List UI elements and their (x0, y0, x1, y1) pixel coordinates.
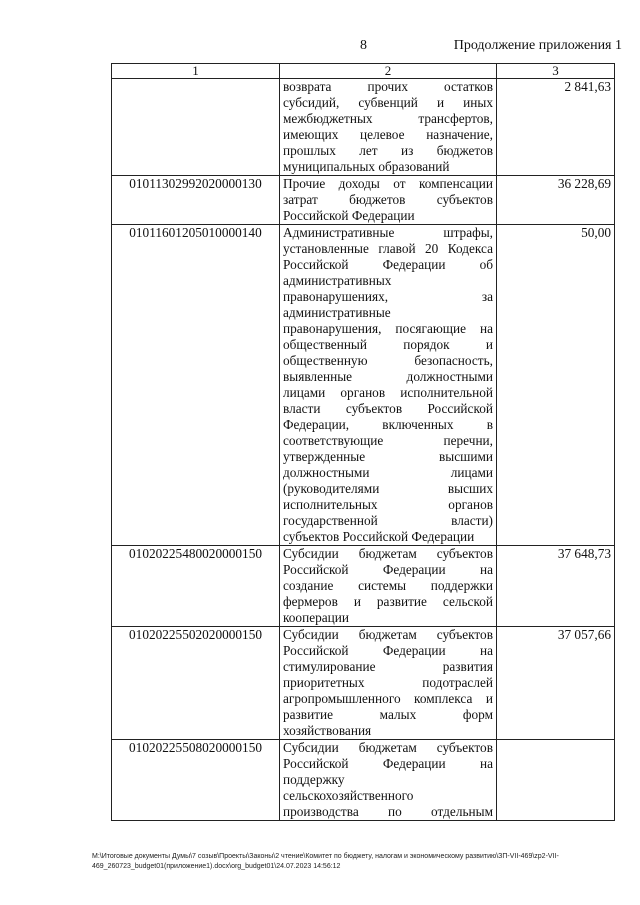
table-row (112, 740, 615, 821)
description-line: государственной власти) (283, 513, 493, 528)
budget-code: 01020225480020000150 (112, 546, 280, 627)
footer-path-line: 469_260723_budget01(приложение1).docx\org_budget01\24.07.2023 14:56:12 (92, 863, 341, 870)
table-row (112, 546, 615, 627)
description-line: административных (283, 273, 392, 288)
amount-value: 50,00 (497, 225, 615, 546)
description-line: власти субъектов Российской (283, 401, 493, 416)
description-line: Российской Федерации (283, 208, 415, 223)
file-path-footer (92, 852, 622, 872)
description-line: создание системы поддержки (283, 578, 493, 593)
column-header: 3 (497, 64, 615, 79)
description-line: лицами органов исполнительной (283, 385, 493, 400)
description-line: (руководителями высших (283, 481, 493, 496)
description-line: муниципальных образований (283, 159, 450, 174)
description-line: развитие малых форм (283, 707, 493, 722)
description-line: прошлых лет из бюджетов (283, 143, 493, 158)
description-line: исполнительных органов (283, 497, 493, 512)
income-description (280, 79, 497, 176)
description-line: Субсидии бюджетам субъектов (283, 740, 493, 755)
income-description (280, 546, 497, 627)
description-line: Административные штрафы, (283, 225, 493, 240)
table-header-row (112, 64, 615, 79)
description-line: кооперации (283, 610, 349, 625)
description-line: Прочие доходы от компенсации (283, 176, 493, 191)
description-line: установленные главой 20 Кодекса (283, 241, 493, 256)
table-row (112, 627, 615, 740)
table-row (112, 225, 615, 546)
budget-code: 01011601205010000140 (112, 225, 280, 546)
description-line: хозяйствования (283, 723, 372, 738)
description-line: субсидий, субвенций и иных (283, 95, 493, 110)
description-line: затрат бюджетов субъектов (283, 192, 493, 207)
budget-table (111, 63, 615, 821)
description-line: поддержку (283, 772, 345, 787)
description-line: административные (283, 305, 391, 320)
description-line: имеющих целевое назначение, (283, 127, 493, 142)
description-line: сельскохозяйственного (283, 788, 414, 803)
description-line: соответствующие перечни, (283, 433, 493, 448)
description-line: общественный порядок и (283, 337, 493, 352)
description-line: должностными лицами (283, 465, 493, 480)
amount-value: 37 057,66 (497, 627, 615, 740)
budget-code: 01020225502020000150 (112, 627, 280, 740)
description-line: выявленные должностными (283, 369, 493, 384)
amount-value: 2 841,63 (497, 79, 615, 176)
income-description (280, 627, 497, 740)
budget-code: 01011302992020000130 (112, 176, 280, 225)
amount-value: 36 228,69 (497, 176, 615, 225)
budget-code: 01020225508020000150 (112, 740, 280, 821)
income-description (280, 740, 497, 821)
amount-value: 37 648,73 (497, 546, 615, 627)
budget-code (112, 79, 280, 176)
description-line: правонарушениях, за (283, 289, 493, 304)
description-line: правонарушения, посягающие на (283, 321, 493, 336)
description-line: межбюджетных трансфертов, (283, 111, 493, 126)
table-row (112, 79, 615, 176)
description-line: приоритетных подотраслей (283, 675, 493, 690)
continuation-label: Продолжение приложения 1 (453, 38, 622, 53)
description-line: Российской Федерации на (283, 562, 493, 577)
description-line: производства по отдельным (283, 804, 493, 819)
description-line: субъектов Российской Федерации (283, 529, 475, 544)
description-line: фермеров и развитие сельской (283, 594, 493, 609)
income-description (280, 225, 497, 546)
description-line: агропромышленного комплекса и (283, 691, 493, 706)
description-line: возврата прочих остатков (283, 79, 493, 94)
column-header: 2 (280, 64, 497, 79)
footer-path-line: M:\Итоговые документы Думы\7 созыв\Проекты\Законы\2 чтение\Комитет по бюджету, налогам и экономическому развитию\ЗП-VII-469\zp2-VII- (92, 853, 559, 860)
description-line: Федерации, включенных в (283, 417, 493, 432)
description-line: Субсидии бюджетам субъектов (283, 546, 493, 561)
income-description (280, 176, 497, 225)
column-header: 1 (112, 64, 280, 79)
description-line: Российской Федерации на (283, 756, 493, 771)
table-row (112, 176, 615, 225)
description-line: утвержденные высшими (283, 449, 493, 464)
description-line: общественную безопасность, (283, 353, 493, 368)
description-line: стимулирование развития (283, 659, 493, 674)
description-line: Субсидии бюджетам субъектов (283, 627, 493, 642)
description-line: Российской Федерации на (283, 643, 493, 658)
page-number: 8 (360, 38, 367, 53)
amount-value (497, 740, 615, 821)
description-line: Российской Федерации об (283, 257, 493, 272)
